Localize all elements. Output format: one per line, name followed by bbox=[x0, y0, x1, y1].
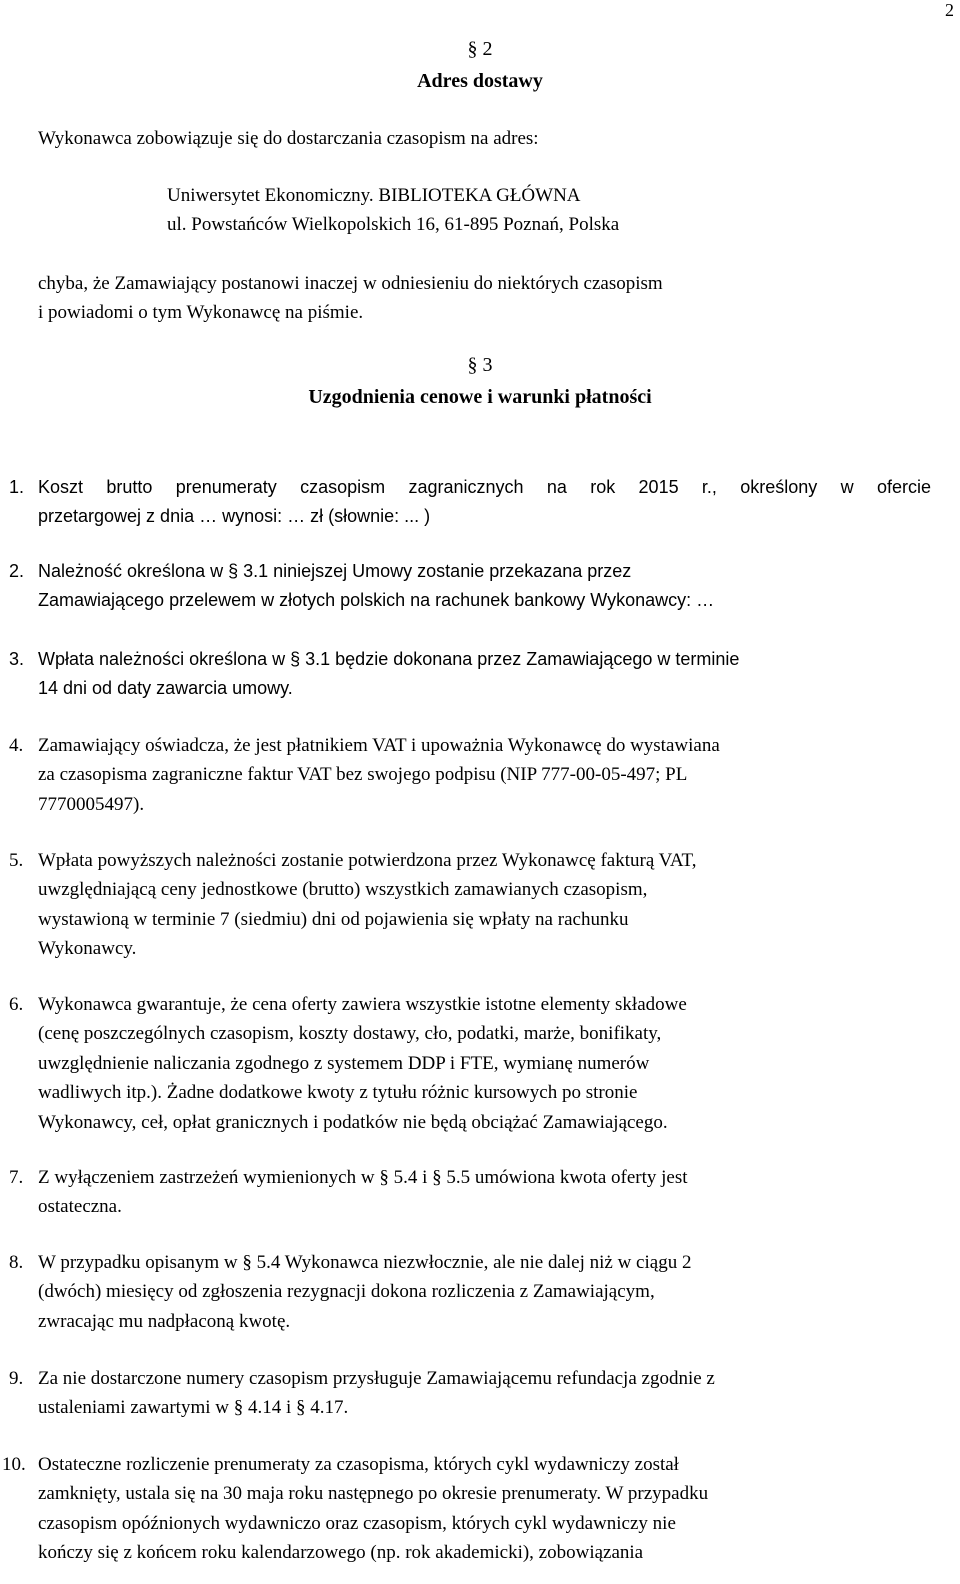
clause-number: 10. bbox=[2, 1454, 26, 1475]
clause-number: 6. bbox=[9, 994, 24, 1015]
clause-line: wystawioną w terminie 7 (siedmiu) dni od pojawienia się wpłaty na rachunku bbox=[38, 908, 629, 930]
page-number: 2 bbox=[945, 0, 954, 20]
clause-line: czasopism opóźnionych wydawniczo oraz czasopism, których cykl wydawniczy nie bbox=[38, 1512, 676, 1534]
clause-text bbox=[38, 1450, 931, 1568]
clause-number: 8. bbox=[9, 1252, 24, 1273]
clause-line: zamknięty, ustala się na 30 maja roku następnego po okresie prenumeraty. W przypadku bbox=[38, 1483, 709, 1505]
clause-text bbox=[38, 645, 931, 704]
clause-line: ostateczna. bbox=[38, 1196, 122, 1218]
delivery-note bbox=[38, 269, 931, 328]
clause-text bbox=[38, 557, 931, 616]
section-2-title: Adres dostawy bbox=[417, 70, 543, 92]
address-line-2: ul. Powstańców Wielkopolskich 16, 61-895 Poznań, Polska bbox=[167, 214, 620, 235]
section-3-symbol: § 3 bbox=[467, 354, 493, 376]
clause-text bbox=[38, 1248, 931, 1336]
clause-line: Za nie dostarczone numery czasopism przysługuje Zamawiającemu refundacja zgodnie z bbox=[38, 1368, 715, 1389]
clause-line: Z wyłączeniem zastrzeżeń wymienionych w § 5.4 i § 5.5 umówiona kwota oferty jest bbox=[38, 1167, 688, 1188]
clause-line: Wykonawcy. bbox=[38, 938, 137, 960]
section-2-symbol: § 2 bbox=[467, 38, 493, 60]
clause-text bbox=[38, 731, 931, 819]
clause-line: (dwóch) miesięcy od zgłoszenia rezygnacji dokona rozliczenia z Zamawiającym, bbox=[38, 1281, 655, 1303]
clause-line: ustaleniami zawartymi w § 4.14 i § 4.17. bbox=[38, 1397, 349, 1419]
clause-line: Wykonawca gwarantuje, że cena oferty zawiera wszystkie istotne elementy składowe bbox=[38, 994, 687, 1015]
clause-line: kończy się z końcem roku kalendarzowego (np. rok akademicki), zobowiązania bbox=[38, 1542, 644, 1564]
clause-text bbox=[38, 1163, 931, 1222]
section-3-title: Uzgodnienia cenowe i warunki płatności bbox=[308, 386, 652, 408]
clause-line: (cenę poszczególnych czasopism, koszty dostawy, cło, podatki, marże, bonifikaty, bbox=[38, 1023, 662, 1045]
clause-number: 4. bbox=[9, 735, 24, 756]
clause-line: Ostateczne rozliczenie prenumeraty za czasopisma, których cykl wydawniczy został bbox=[38, 1454, 679, 1475]
clause-text bbox=[38, 1364, 931, 1423]
clause-line: wadliwych itp.). Żadne dodatkowe kwoty z tytułu różnic kursowych po stronie bbox=[38, 1082, 638, 1104]
clause-line: 7770005497). bbox=[38, 793, 145, 815]
clause-line: Wykonawcy, ceł, opłat granicznych i podatków nie będą obciążać Zamawiającego. bbox=[38, 1111, 668, 1133]
delivery-address bbox=[167, 181, 619, 239]
clause-line: za czasopisma zagraniczne faktur VAT bez swojego podpisu (NIP 777-00-05-497; PL bbox=[38, 764, 688, 786]
clause-line: Zamawiający oświadcza, że jest płatnikiem VAT i upoważnia Wykonawcę do wystawiana bbox=[38, 735, 720, 756]
clause-number: 7. bbox=[9, 1167, 24, 1188]
clause-text bbox=[38, 846, 931, 964]
address-line-1: Uniwersytet Ekonomiczny. BIBLIOTEKA GŁÓWNA bbox=[167, 185, 581, 206]
clause-text bbox=[38, 473, 931, 532]
clause-number: 9. bbox=[9, 1368, 24, 1389]
delivery-intro: Wykonawca zobowiązuje się do dostarczania czasopism na adres: bbox=[38, 128, 539, 149]
clause-line: uwzględniającą ceny jednostkowe (brutto) wszystkich zamawianych czasopism, bbox=[38, 879, 648, 901]
note-line-2: i powiadomi o tym Wykonawcę na piśmie. bbox=[38, 302, 364, 324]
clause-line: Zamawiającego przelewem w złotych polskich na rachunek bankowy Wykonawcy: … bbox=[38, 590, 715, 611]
clause-number: 5. bbox=[9, 850, 24, 871]
clause-number: 3. bbox=[9, 649, 25, 669]
clause-line: Wpłata należności określona w § 3.1 będzie dokonana przez Zamawiającego w terminie bbox=[38, 649, 740, 669]
clause-line: 14 dni od daty zawarcia umowy. bbox=[38, 678, 293, 699]
clause-line: Wpłata powyższych należności zostanie potwierdzona przez Wykonawcę fakturą VAT, bbox=[38, 850, 697, 871]
note-line-1: chyba, że Zamawiający postanowi inaczej w odniesieniu do niektórych czasopism bbox=[38, 273, 663, 294]
clause-line: W przypadku opisanym w § 5.4 Wykonawca niezwłocznie, ale nie dalej niż w ciągu 2 bbox=[38, 1252, 692, 1273]
clause-line: przetargowej z dnia … wynosi: … zł (słownie: ... ) bbox=[38, 506, 431, 527]
clause-text bbox=[38, 990, 931, 1137]
clause-line: Należność określona w § 3.1 niniejszej Umowy zostanie przekazana przez bbox=[38, 561, 632, 581]
clause-number: 1. bbox=[9, 477, 25, 497]
clause-line: uwzględnienie naliczania zgodnego z systemem DDP i FTE, wymianę numerów bbox=[38, 1052, 650, 1074]
clause-line: Koszt brutto prenumeraty czasopism zagranicznych na rok 2015 r., określony w ofercie bbox=[38, 477, 931, 497]
clause-line: zwracając mu nadpłaconą kwotę. bbox=[38, 1310, 291, 1332]
clause-number: 2. bbox=[9, 561, 25, 581]
